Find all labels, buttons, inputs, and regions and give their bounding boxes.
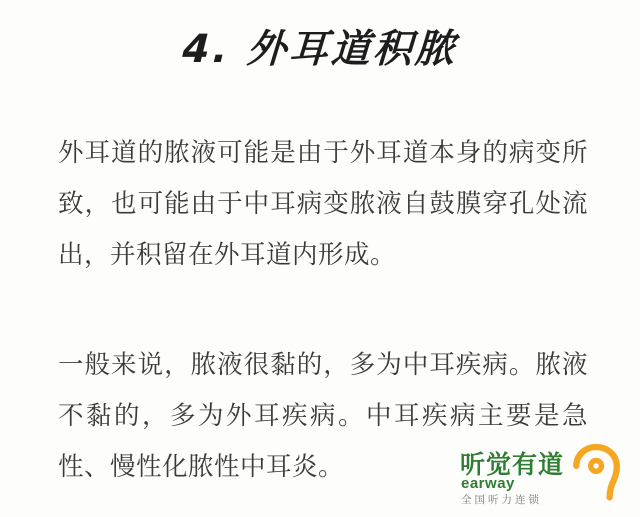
page-title: 4. 外耳道积脓 [181, 27, 459, 72]
ear-logo-icon [570, 443, 624, 505]
brand-watermark [456, 439, 626, 509]
brand-name-en: earway [461, 475, 515, 492]
brand-name-cn: 听觉有道 [460, 450, 565, 479]
brand-tagline: 全国听力连锁 [461, 494, 542, 506]
paragraph-2: 一般来说，脓液很黏的，多为中耳疾病。脓液不黏的，多为外耳疾病。中耳疾病主要是急性、慢性化脓性中耳炎。 [58, 350, 588, 482]
paragraph-1: 外耳道的脓液可能是由于外耳道本身的病变所致，也可能由于中耳病变脓液自鼓膜穿孔处流出，并积留在外耳道内形成。 [58, 138, 588, 270]
